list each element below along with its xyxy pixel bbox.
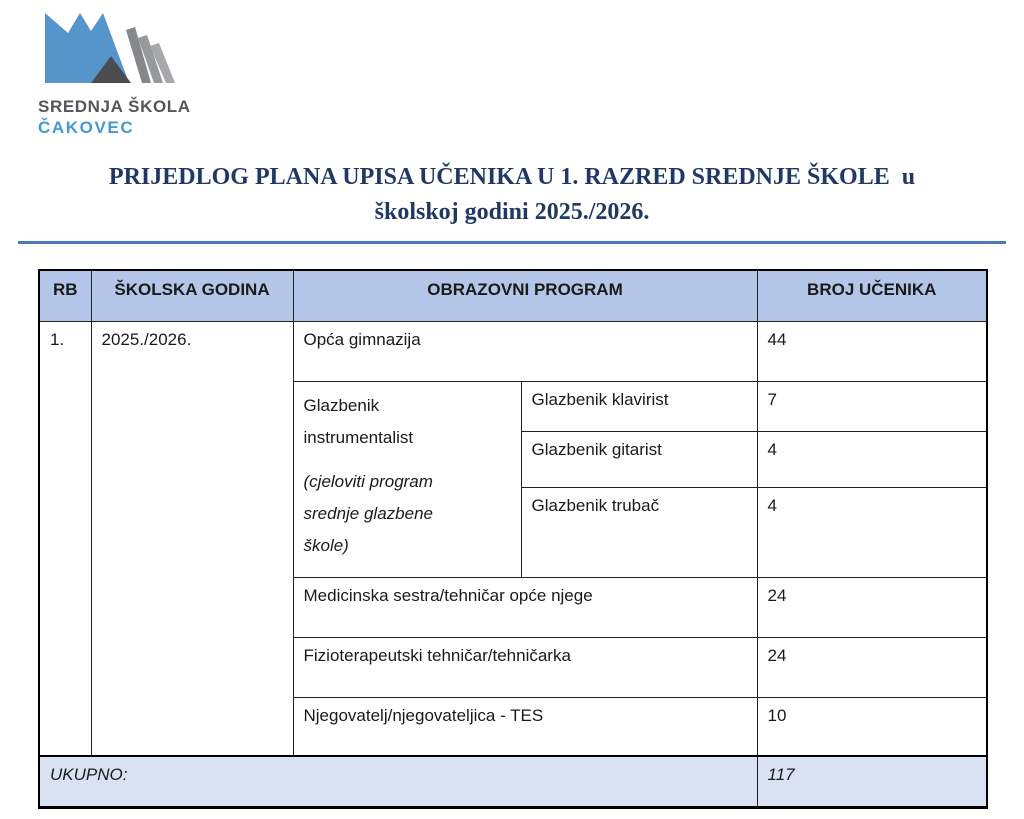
count-cell: 44: [757, 322, 987, 382]
total-value-cell: 117: [757, 756, 987, 808]
count-cell: 4: [757, 432, 987, 488]
table-header-row: [39, 270, 987, 322]
program-cell-medicinska: Medicinska sestra/tehničar opće njege: [293, 578, 757, 638]
program-group-note: (cjeloviti program srednje glazbene škole): [303, 471, 433, 556]
title-divider-rule: [18, 241, 1006, 244]
logo-school-name: SREDNJA ŠKOLA: [38, 97, 191, 116]
count-cell: 7: [757, 382, 987, 432]
count-cell: 24: [757, 638, 987, 698]
program-group-title: Glazbenik instrumentalist: [303, 396, 414, 448]
program-cell-opca-gimnazija: Opća gimnazija: [293, 322, 757, 382]
school-logo: [38, 8, 191, 138]
program-cell-klavirist: Glazbenik klavirist: [521, 382, 757, 432]
count-cell: 4: [757, 488, 987, 578]
program-cell-fizioterapeutski: Fizioterapeutski tehničar/tehničarka: [293, 638, 757, 698]
document-title: [55, 0, 969, 230]
header-rb: RB: [39, 270, 91, 322]
mountain-logo-icon: [38, 8, 190, 92]
table-row: [39, 322, 987, 382]
header-students: BROJ UČENIKA: [757, 270, 987, 322]
row-number-cell: 1.: [39, 322, 91, 756]
header-school-year: ŠKOLSKA GODINA: [91, 270, 293, 322]
title-line-2: školskoj godini 2025./2026.: [374, 198, 650, 225]
header-program: OBRAZOVNI PROGRAM: [293, 270, 757, 322]
program-cell-njegovatelj: Njegovatelj/njegovateljica - TES: [293, 698, 757, 756]
school-year-cell: 2025./2026.: [91, 322, 293, 756]
program-group-cell-glazbenik: [293, 382, 521, 578]
total-row: [39, 756, 987, 808]
program-cell-gitarist: Glazbenik gitarist: [521, 432, 757, 488]
title-line-1: PRIJEDLOG PLANA UPISA UČENIKA U 1. RAZRED SREDNJE ŠKOLE u: [108, 164, 916, 190]
count-cell: 10: [757, 698, 987, 756]
logo-school-city: ČAKOVEC: [38, 118, 135, 137]
enrollment-plan-table: [38, 269, 988, 810]
total-label-cell: UKUPNO:: [39, 756, 757, 808]
count-cell: 24: [757, 578, 987, 638]
program-cell-trubac: Glazbenik trubač: [521, 488, 757, 578]
